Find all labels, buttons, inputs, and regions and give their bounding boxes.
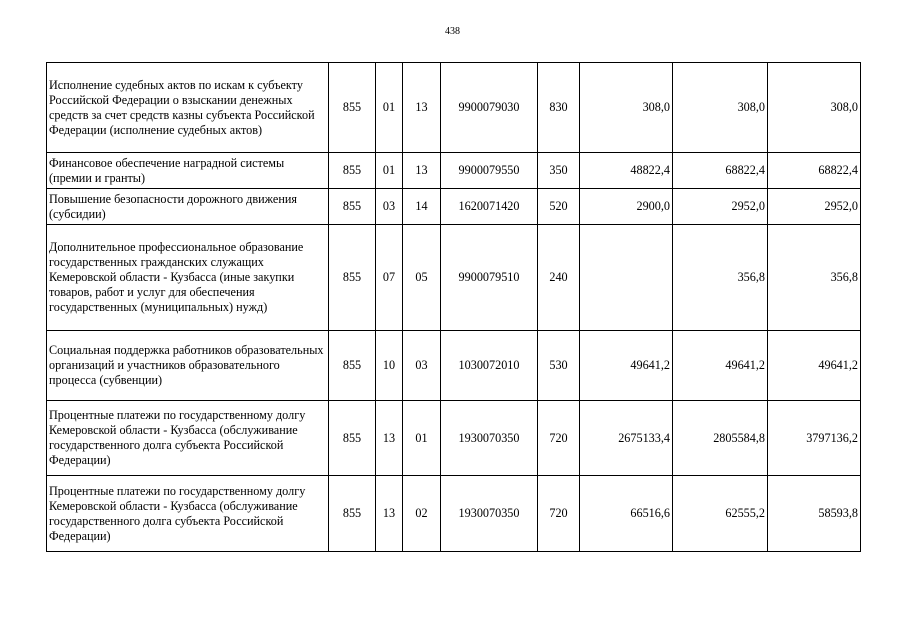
amount-year-1: 48822,4 — [580, 153, 673, 189]
row-description: Дополнительное профессиональное образование государственных гражданских служащих Кемеровской области - Кузбасса (иные закупки товаров, работ и услуг для обеспечения государственных (муниципальных) нужд) — [47, 225, 329, 331]
ministry-code: 855 — [329, 476, 376, 552]
table-row — [47, 331, 861, 401]
expense-type-code: 830 — [538, 63, 580, 153]
target-article-code: 9900079550 — [441, 153, 538, 189]
amount-year-2: 2952,0 — [673, 189, 768, 225]
amount-year-3: 58593,8 — [768, 476, 861, 552]
subsection-code: 14 — [403, 189, 441, 225]
amount-year-3: 3797136,2 — [768, 401, 861, 476]
target-article-code: 9900079030 — [441, 63, 538, 153]
subsection-code: 13 — [403, 63, 441, 153]
section-code: 13 — [376, 401, 403, 476]
expense-type-code: 720 — [538, 476, 580, 552]
expense-type-code: 520 — [538, 189, 580, 225]
amount-year-2: 2805584,8 — [673, 401, 768, 476]
amount-year-2: 356,8 — [673, 225, 768, 331]
row-description: Процентные платежи по государственному долгу Кемеровской области - Кузбасса (обслуживание государственного долга субъекта Российской Федерации) — [47, 401, 329, 476]
subsection-code: 05 — [403, 225, 441, 331]
table-row — [47, 63, 861, 153]
table-row — [47, 476, 861, 552]
expense-type-code: 720 — [538, 401, 580, 476]
section-code: 03 — [376, 189, 403, 225]
row-description: Процентные платежи по государственному долгу Кемеровской области - Кузбасса (обслуживание государственного долга субъекта Российской Федерации) — [47, 476, 329, 552]
table-row — [47, 189, 861, 225]
amount-year-1: 49641,2 — [580, 331, 673, 401]
amount-year-3: 356,8 — [768, 225, 861, 331]
expense-type-code: 530 — [538, 331, 580, 401]
amount-year-2: 62555,2 — [673, 476, 768, 552]
subsection-code: 02 — [403, 476, 441, 552]
ministry-code: 855 — [329, 401, 376, 476]
amount-year-3: 68822,4 — [768, 153, 861, 189]
amount-year-3: 2952,0 — [768, 189, 861, 225]
row-description: Исполнение судебных актов по искам к субъекту Российской Федерации о взыскании денежных средств за счет средств казны субъекта Российской Федерации (исполнение судебных актов) — [47, 63, 329, 153]
amount-year-2: 308,0 — [673, 63, 768, 153]
target-article-code: 1930070350 — [441, 401, 538, 476]
amount-year-2: 49641,2 — [673, 331, 768, 401]
ministry-code: 855 — [329, 153, 376, 189]
row-description: Финансовое обеспечение наградной системы (премии и гранты) — [47, 153, 329, 189]
table-row — [47, 153, 861, 189]
budget-table — [46, 62, 861, 552]
expense-type-code: 240 — [538, 225, 580, 331]
amount-year-3: 49641,2 — [768, 331, 861, 401]
target-article-code: 1620071420 — [441, 189, 538, 225]
amount-year-1 — [580, 225, 673, 331]
target-article-code: 1030072010 — [441, 331, 538, 401]
row-description: Повышение безопасности дорожного движения (субсидии) — [47, 189, 329, 225]
section-code: 07 — [376, 225, 403, 331]
section-code: 01 — [376, 63, 403, 153]
subsection-code: 13 — [403, 153, 441, 189]
amount-year-3: 308,0 — [768, 63, 861, 153]
page-number: 438 — [445, 26, 460, 37]
target-article-code: 1930070350 — [441, 476, 538, 552]
subsection-code: 01 — [403, 401, 441, 476]
row-description: Социальная поддержка работников образовательных организаций и участников образовательного процесса (субвенции) — [47, 331, 329, 401]
ministry-code: 855 — [329, 225, 376, 331]
table-row — [47, 225, 861, 331]
section-code: 01 — [376, 153, 403, 189]
table-row — [47, 401, 861, 476]
amount-year-2: 68822,4 — [673, 153, 768, 189]
subsection-code: 03 — [403, 331, 441, 401]
ministry-code: 855 — [329, 189, 376, 225]
ministry-code: 855 — [329, 331, 376, 401]
section-code: 10 — [376, 331, 403, 401]
section-code: 13 — [376, 476, 403, 552]
amount-year-1: 2675133,4 — [580, 401, 673, 476]
amount-year-1: 2900,0 — [580, 189, 673, 225]
expense-type-code: 350 — [538, 153, 580, 189]
target-article-code: 9900079510 — [441, 225, 538, 331]
amount-year-1: 66516,6 — [580, 476, 673, 552]
amount-year-1: 308,0 — [580, 63, 673, 153]
ministry-code: 855 — [329, 63, 376, 153]
